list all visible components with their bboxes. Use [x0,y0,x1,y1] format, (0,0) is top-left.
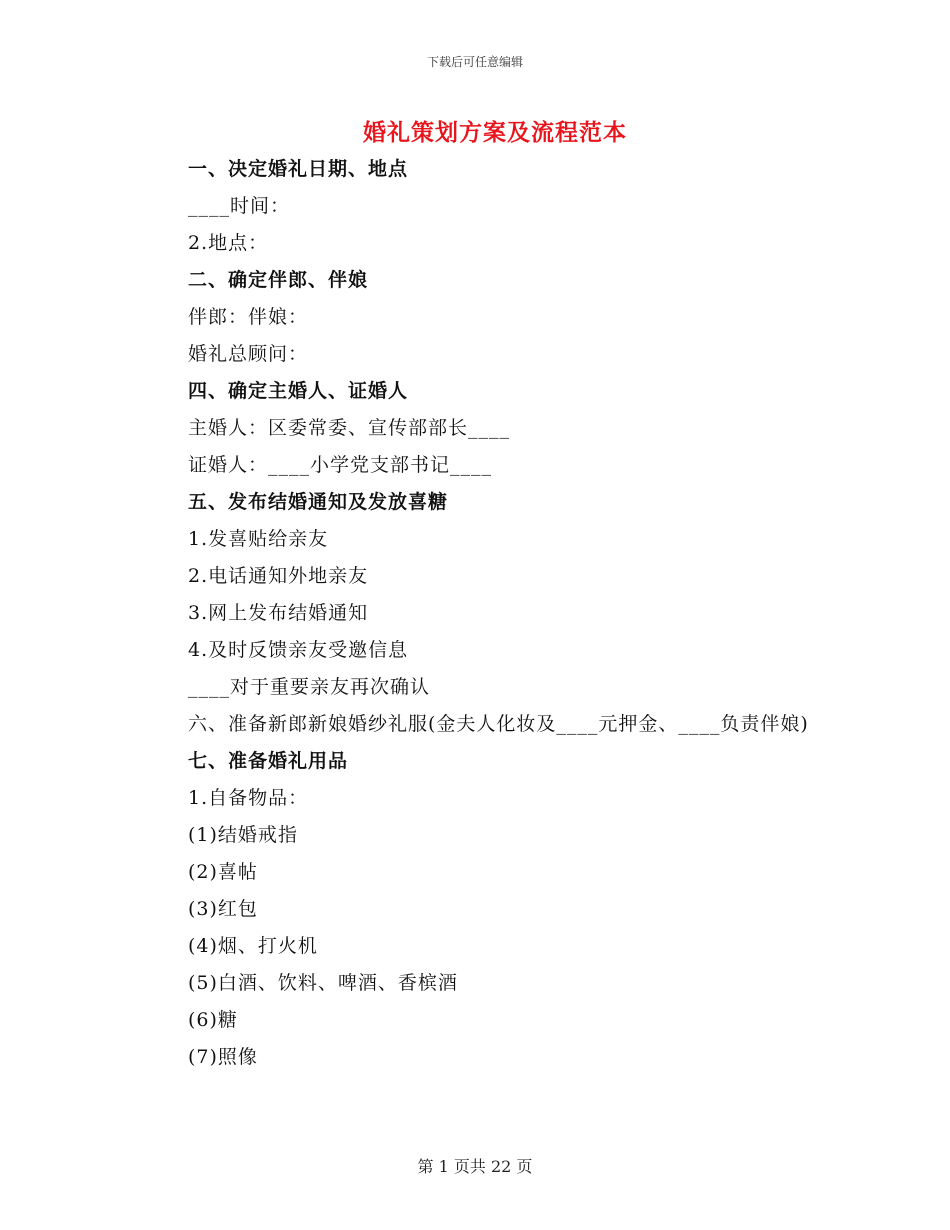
list-item-candy: (6)糖 [188,1009,238,1031]
list-item-invitations: (2)喜帖 [188,861,258,883]
section-heading-date-location: 一、决定婚礼日期、地点 [188,158,409,180]
document-title: 婚礼策划方案及流程范本 [363,119,627,146]
list-item-cigarettes-lighters: (4)烟、打火机 [188,935,318,957]
body-line-groomsman-bridesmaid: 伴郎：伴娘： [188,306,309,328]
body-line-time: ____时间： [188,195,291,217]
body-paragraph-wedding-dress: 六、准备新郎新娘婚纱礼服(金夫人化妆及____元押金、____负责伴娘) [188,713,809,735]
section-heading-announcement: 五、发布结婚通知及发放喜糖 [188,491,449,513]
page-header: 下载后可任意编辑 [426,55,523,69]
page-footer: 第 1 页共 22 页 [417,1157,533,1176]
list-item-photography: (7)照像 [188,1046,258,1068]
list-item-drinks: (5)白酒、饮料、啤酒、香槟酒 [188,972,458,994]
section-heading-officiant-witness: 四、确定主婚人、证婚人 [188,380,409,402]
body-line-confirm: ____对于重要亲友再次确认 [188,676,431,698]
body-line-wedding-consultant: 婚礼总顾问： [188,343,309,365]
body-line-phone-notify: 2.电话通知外地亲友 [188,565,369,587]
body-line-officiant: 主婚人：区委常委、宣传部部长____ [188,417,511,439]
body-line-online-notice: 3.网上发布结婚通知 [188,602,369,624]
document-body [140,151,820,1076]
body-line-send-invitations: 1.发喜贴给亲友 [188,528,329,550]
body-line-witness: 证婚人：____小学党支部书记____ [188,454,493,476]
body-line-location: 2.地点： [188,232,269,254]
body-line-feedback: 4.及时反馈亲友受邀信息 [188,639,409,661]
section-heading-wedding-supplies: 七、准备婚礼用品 [188,750,349,772]
body-line-self-prepared: 1.自备物品： [188,787,309,809]
list-item-red-envelopes: (3)红包 [188,898,258,920]
section-heading-groomsman-bridesmaid: 二、确定伴郎、伴娘 [188,269,369,291]
list-item-rings: (1)结婚戒指 [188,824,298,846]
